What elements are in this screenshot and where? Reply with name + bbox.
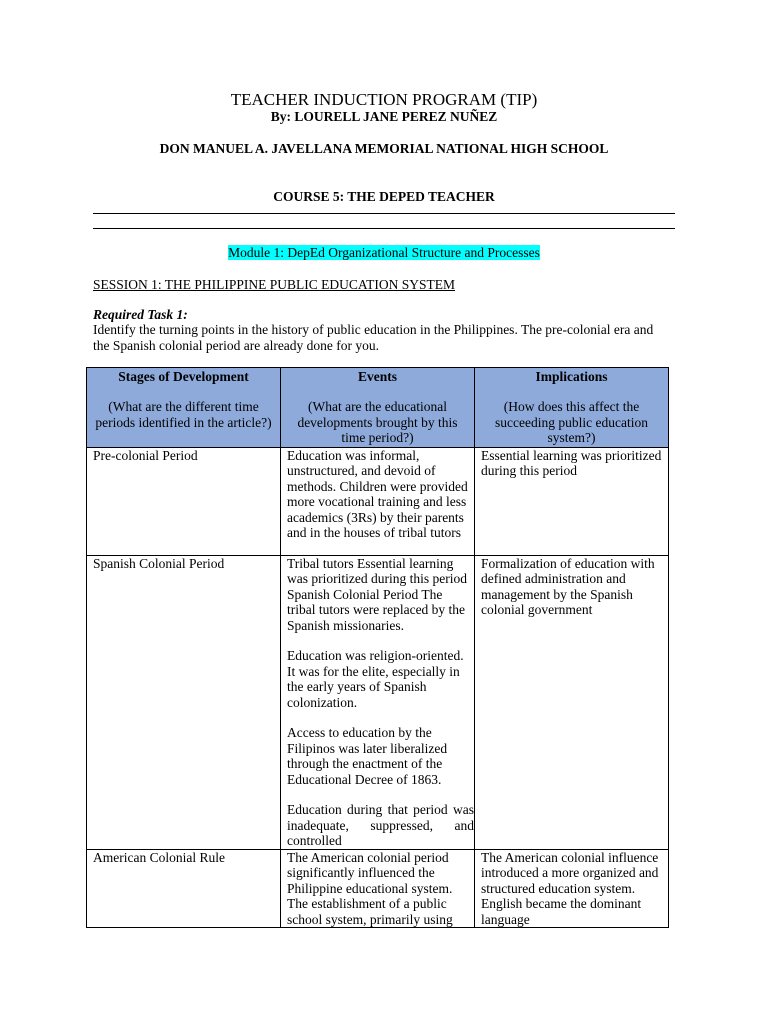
event-paragraph: Education during that period was inadequate, suppressed, and controlled [287, 802, 474, 849]
table-row [87, 448, 669, 556]
header-subtitle: (How does this affect the succeeding public education system?) [495, 399, 648, 446]
event-paragraph: Tribal tutors Essential learning was prioritized during this period Spanish Colonial Period The tribal tutors were replaced by the Spanish missionaries. [287, 556, 467, 633]
implications-cell: Formalization of education with defined administration and management by the Spanish colonial government [475, 556, 669, 850]
header-subtitle: (What are the different time periods identified in the article?) [95, 399, 272, 430]
events-cell [281, 448, 475, 556]
module-label: Module 1: DepEd Organizational Structure and Processes [228, 245, 540, 260]
session-heading: SESSION 1: THE PHILIPPINE PUBLIC EDUCATION SYSTEM [93, 277, 456, 292]
header-title: Stages of Development [118, 369, 249, 384]
author-byline: By: LOURELL JANE PEREZ NUÑEZ [270, 109, 498, 124]
horizontal-divider-top [93, 213, 675, 214]
event-paragraph: The American colonial period significantly influenced the Philippine educational system. The establishment of a public school system, primarily using [287, 850, 453, 927]
stage-cell: American Colonial Rule [87, 850, 281, 928]
events-cell [281, 556, 475, 850]
stage-cell: Pre-colonial Period [87, 448, 281, 556]
implications-cell: The American colonial influence introduced a more organized and structured education system. English became the dominant language [475, 850, 669, 928]
school-name: DON MANUEL A. JAVELLANA MEMORIAL NATIONAL HIGH SCHOOL [159, 141, 609, 156]
table-row [87, 556, 669, 850]
header-implications [475, 368, 669, 448]
document-title: TEACHER INDUCTION PROGRAM (TIP) [230, 90, 538, 109]
history-table [86, 367, 669, 928]
table-header-row [87, 368, 669, 448]
implications-cell: Essential learning was prioritized during this period [475, 448, 669, 556]
task-label: Required Task 1: [93, 307, 188, 322]
event-paragraph: Access to education by the Filipinos was later liberalized through the enactment of the Educational Decree of 1863. [287, 725, 448, 787]
header-subtitle: (What are the educational developments brought by this time period?) [297, 399, 458, 446]
header-title: Events [357, 369, 397, 384]
events-cell [281, 850, 475, 928]
horizontal-divider-bottom [93, 228, 675, 229]
header-stages [87, 368, 281, 448]
course-title: COURSE 5: THE DEPED TEACHER [273, 189, 495, 204]
module-heading [0, 245, 768, 261]
header-title: Implications [535, 369, 608, 384]
task-instructions: Identify the turning points in the history of public education in the Philippines. The pre-colonial era and the Spanish colonial period are already done for you. [93, 322, 654, 353]
table-row [87, 850, 669, 928]
event-paragraph: Education was religion-oriented. It was for the elite, especially in the early years of Spanish colonization. [287, 648, 464, 710]
event-paragraph: Education was informal, unstructured, and devoid of methods. Children were provided more vocational training and less academics (3Rs) by their parents and in the houses of tribal tutors [287, 448, 468, 541]
stage-cell: Spanish Colonial Period [87, 556, 281, 850]
header-events [281, 368, 475, 448]
